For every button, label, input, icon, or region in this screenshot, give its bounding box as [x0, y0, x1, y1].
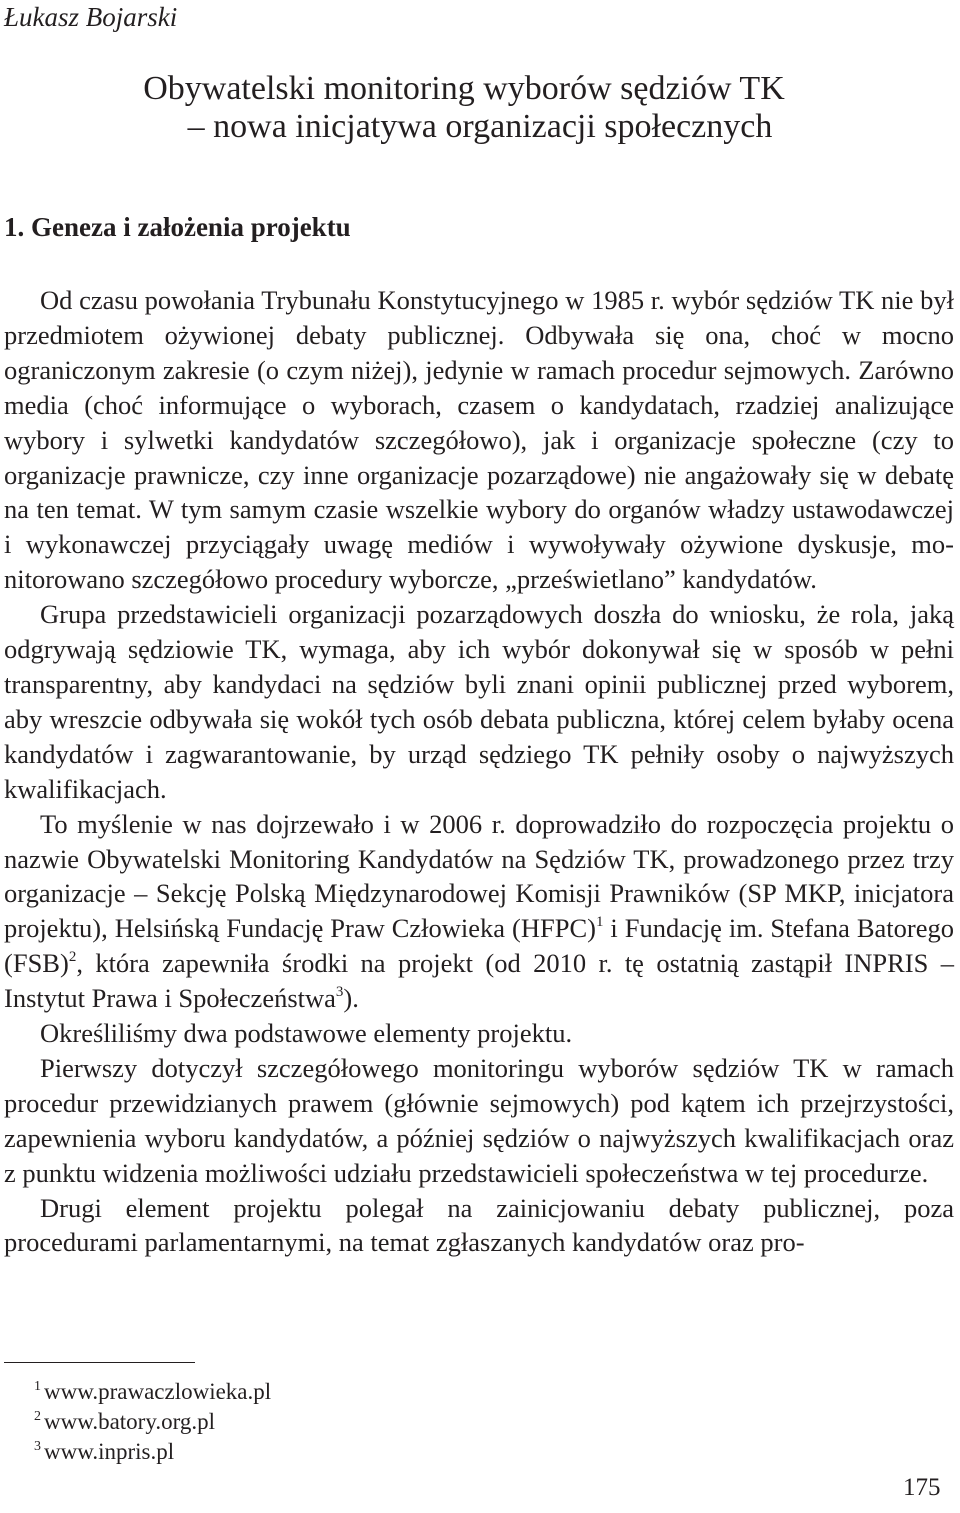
- paragraph-5: Pierwszy dotyczył szczegółowego monitoringu wyborów sędziów TK w ramach procedur przewidzianych prawem (głównie sejmowych) pod kątem ich przejrzystości, zapewnienia wyboru kandydatów, a później sędziów o najwyższych kwalifikacjach oraz z punktu widzenia możliwości udziału przedstawicieli społeczeństwa w tej procedurze.: [4, 1052, 954, 1188]
- footnote-number: 2: [34, 1409, 41, 1424]
- footnote-link: www.batory.org.pl: [44, 1409, 215, 1434]
- page-number: 175: [903, 1474, 941, 1501]
- paragraph-2: Grupa przedstawicieli organizacji pozarządowych doszła do wniosku, że rola, jaką odgrywają sędziowie TK, wymaga, aby ich wybór dokonywał się w sposób w pełni transparentny, aby kandydaci na sędziów byli znani opinii publicznej przed wyborem, aby wreszcie odbywała się wokół tych osób debata publiczna, której celem byłaby ocena kandydatów i zagwarantowanie, by urząd sędziego TK pełniły osoby o najwyższych kwalifikacjach.: [4, 599, 954, 804]
- footnotes: [34, 1377, 271, 1467]
- paragraph-3: [4, 807, 954, 1016]
- footnote-link: www.prawaczlowieka.pl: [44, 1379, 272, 1404]
- paragraph-3-text-c: , która zapewniła środki na projekt (od 2010 r. tę ostatnią zastąpił INPRIS – Instytut Prawa i Społeczeństwa: [4, 948, 954, 1014]
- footnote-1: [34, 1377, 271, 1407]
- footnote-number: 3: [34, 1439, 41, 1454]
- footnote-ref-3: 3: [335, 984, 344, 1001]
- article-title: [0, 70, 960, 146]
- paragraph-6: Drugi element projektu polegał na zainicjowaniu debaty publicznej, poza procedurami parlamentarnymi, na temat zgłaszanych kandydatów oraz pro-: [4, 1192, 954, 1258]
- paragraph-3-text-a: To myślenie w nas dojrzewało i w 2006 r. doprowadziło do rozpoczęcia projektu o nazwie Obywatelski Monitoring Kandydatów na Sędziów TK, prowadzonego przez trzy organizacje – Sekcję Polską Międzynarodowej Komisji Prawników (SP MKP, inicjatora projektu), Helsińską Fundację Praw Człowieka (HFPC): [4, 808, 954, 944]
- paragraph-1: Od czasu powołania Trybunału Konstytucyjnego w 1985 r. wybór sędziów TK nie był przedmiotem ożywionej debaty publicznej. Odbywała się ona, choć w mocno ograniczonym zakresie (o czym niżej), jedynie w ramach procedur sejmowych. Zarówno media (choć informujące o wyborach, czasem o kandydatach, rzadziej analizujące wybory i sylwetki kandydatów szczegółowo), jak i organizacje społeczne (czy to organizacje prawnicze, czy inne organizacje pozarządowe) nie angażowały się w debatę na ten temat. W tym samym czasie wszelkie wybory do organów władzy ustawodawczej i wykonawczej przyciągały uwagę mediów i wywoływały ożywione dyskusje, monitorowano szczegółowo procedury wyborcze, „prześwietlano” kandydatów.: [4, 285, 954, 595]
- footnote-link: www.inpris.pl: [44, 1439, 175, 1464]
- article-title-line-1: Obywatelski monitoring wyborów sędziów TK: [143, 70, 785, 107]
- footnote-ref-1: 1: [595, 914, 604, 931]
- footnote-number: 1: [34, 1379, 41, 1394]
- footnote-divider: [4, 1362, 195, 1363]
- section-heading: 1. Geneza i założenia projektu: [4, 212, 351, 242]
- footnote-3: [34, 1437, 271, 1467]
- running-header-author: Łukasz Bojarski: [4, 2, 178, 32]
- body-text: [4, 283, 954, 1260]
- article-title-line-2: – nowa inicjatywa organizacji społecznych: [187, 108, 773, 145]
- paragraph-4: Określiliśmy dwa podstawowe elementy projektu.: [40, 1018, 573, 1049]
- footnote-2: [34, 1407, 271, 1437]
- paragraph-3-text-b: i Fundację im. Stefana Batorego (FSB): [4, 913, 954, 979]
- footnote-ref-2: 2: [68, 949, 77, 966]
- paragraph-3-text-d: ).: [343, 983, 359, 1014]
